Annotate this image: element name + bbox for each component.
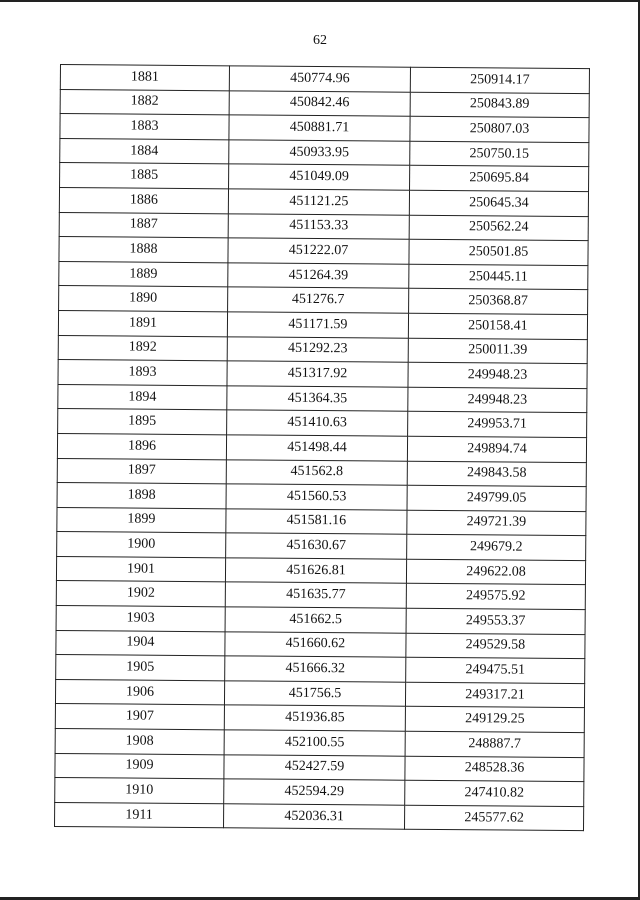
value-b-cell: 250158.41 [408,313,587,339]
value-a-cell: 451560.53 [226,484,407,510]
value-b-cell: 249948.23 [408,362,587,388]
value-b-cell: 250807.03 [410,116,589,142]
value-a-cell: 451562.8 [226,459,407,485]
value-b-cell: 248528.36 [405,756,584,782]
value-a-cell: 451660.62 [225,631,406,657]
value-b-cell: 249529.58 [406,633,585,659]
year-cell: 1910 [55,778,224,804]
value-a-cell: 451364.35 [227,386,408,412]
value-b-cell: 250501.85 [409,239,588,265]
page-number: 62 [313,33,327,48]
year-cell: 1888 [59,237,228,263]
value-a-cell: 451581.16 [226,509,407,535]
value-b-cell: 249317.21 [405,682,584,708]
year-cell: 1899 [57,507,226,533]
value-a-cell: 451756.5 [224,681,405,707]
year-cell: 1900 [57,532,226,558]
value-a-cell: 450774.96 [229,66,410,92]
value-b-cell: 249843.58 [407,461,586,487]
value-a-cell: 451222.07 [228,238,409,264]
value-b-cell: 250843.89 [410,92,589,118]
value-a-cell: 452100.55 [224,730,405,756]
value-b-cell: 250445.11 [409,264,588,290]
year-cell: 1911 [55,802,224,828]
value-b-cell: 250368.87 [409,289,588,315]
year-cell: 1901 [56,556,225,582]
year-cell: 1902 [56,581,225,607]
value-a-cell: 451276.7 [228,287,409,313]
value-a-cell: 450842.46 [229,90,410,116]
value-a-cell: 451666.32 [225,656,406,682]
year-cell: 1892 [58,335,227,361]
value-a-cell: 451410.63 [227,410,408,436]
year-cell: 1895 [58,409,227,435]
year-cell: 1883 [60,114,229,140]
value-a-cell: 450881.71 [229,115,410,141]
value-b-cell: 249475.51 [406,657,585,683]
year-cell: 1886 [59,187,228,213]
scan-edge-top [0,0,640,2]
value-b-cell: 249679.2 [407,535,586,561]
value-a-cell: 451635.77 [225,582,406,608]
value-a-cell: 451630.67 [226,533,407,559]
value-b-cell: 250695.84 [410,166,589,192]
value-b-cell: 249129.25 [405,707,584,733]
year-cell: 1891 [58,310,227,336]
value-a-cell: 451626.81 [225,558,406,584]
value-a-cell: 451498.44 [226,435,407,461]
value-b-cell: 249953.71 [408,412,587,438]
year-cell: 1906 [55,679,224,705]
value-a-cell: 451264.39 [228,263,409,289]
value-b-cell: 250645.34 [409,190,588,216]
year-cell: 1903 [56,606,225,632]
year-cell: 1904 [56,630,225,656]
value-a-cell: 451049.09 [229,164,410,190]
year-cell: 1894 [58,384,227,410]
year-cell: 1887 [59,212,228,238]
value-b-cell: 250562.24 [409,215,588,241]
value-b-cell: 250750.15 [410,141,589,167]
year-cell: 1908 [55,729,224,755]
year-cell: 1885 [60,163,229,189]
value-a-cell: 452036.31 [224,804,405,830]
value-a-cell: 451153.33 [228,213,409,239]
value-a-cell: 451936.85 [224,705,405,731]
value-b-cell: 247410.82 [405,780,584,806]
value-a-cell: 450933.95 [229,140,410,166]
value-a-cell: 452594.29 [224,779,405,805]
year-cell: 1897 [57,458,226,484]
value-b-cell: 249894.74 [407,436,586,462]
value-b-cell: 249799.05 [407,485,586,511]
year-cell: 1889 [59,261,228,287]
year-cell: 1881 [60,65,229,91]
year-cell: 1890 [59,286,228,312]
value-a-cell: 451662.5 [225,607,406,633]
value-b-cell: 249553.37 [406,608,585,634]
value-a-cell: 451171.59 [227,312,408,338]
value-a-cell: 451121.25 [228,189,409,215]
year-cell: 1882 [60,89,229,115]
table-body [55,65,590,832]
value-b-cell: 248887.7 [405,731,584,757]
value-b-cell: 249721.39 [407,510,586,536]
year-cell: 1909 [55,753,224,779]
value-b-cell: 249622.08 [406,559,585,585]
year-cell: 1896 [57,433,226,459]
value-b-cell: 250011.39 [408,338,587,364]
data-table [54,64,590,832]
year-cell: 1907 [55,704,224,730]
year-cell: 1905 [56,655,225,681]
value-b-cell: 245577.62 [404,805,583,831]
table-row [55,802,584,831]
value-a-cell: 451292.23 [227,336,408,362]
value-b-cell: 250914.17 [410,67,589,93]
value-a-cell: 452427.59 [224,754,405,780]
year-cell: 1884 [60,138,229,164]
value-b-cell: 249575.92 [406,584,585,610]
value-b-cell: 249948.23 [408,387,587,413]
value-a-cell: 451317.92 [227,361,408,387]
year-cell: 1898 [57,483,226,509]
year-cell: 1893 [58,360,227,386]
